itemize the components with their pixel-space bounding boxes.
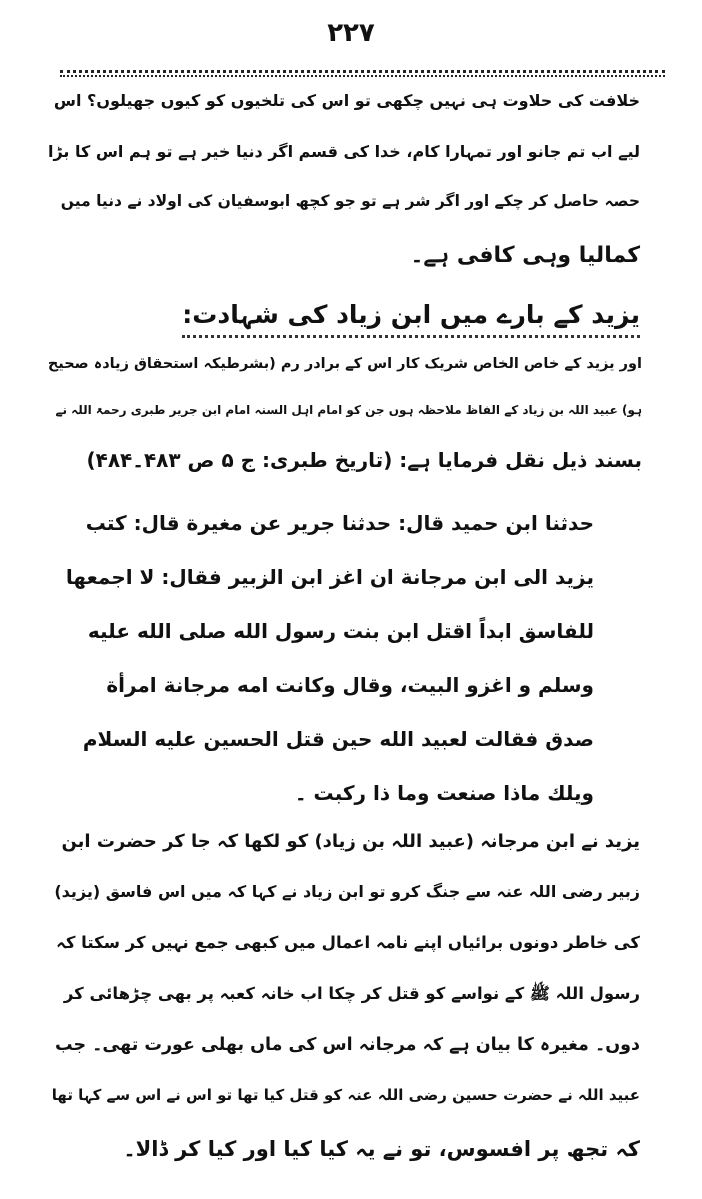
- paragraph-1-line-2: لیے اب تم جانو اور تمہارا کام، خدا کی قسم اگر دنیا خیر ہے تو ہم اس کا بڑا: [47, 142, 640, 161]
- paragraph-1-line-4: کمالیا وہی کافی ہے۔: [410, 243, 640, 268]
- paragraph-3-line-5: دوں۔ مغیرہ کا بیان ہے کہ مرجانہ اس کی ماں بھلی عورت تھی۔ جب: [54, 1035, 640, 1055]
- paragraph-3-line-4: رسول اللہ ﷺ کے نواسے کو قتل کر چکا اب خانہ کعبہ پر بھی چڑھائی کر: [63, 984, 640, 1003]
- paragraph-3-line-1: یزید نے ابن مرجانہ (عبید اللہ بن زیاد) کو لکھا کہ جا کر حضرت ابن: [61, 831, 640, 852]
- arabic-quote-line-1: حدثنا ابن حميد قال: حدثنا جرير عن مغيرة قال: كتب: [85, 511, 594, 535]
- arabic-quote-line-4: وسلم و اغزو البيت، وقال وكانت امه مرجانة امرأة: [106, 673, 594, 697]
- paragraph-1-line-3: حصہ حاصل کر چکے اور اگر شر ہے تو جو کچھ ابوسفیان کی اولاد نے دنیا میں: [60, 192, 640, 210]
- paragraph-1-line-1: خلافت کی حلاوت ہی نہیں چکھی تو اس کی تلخیوں کو کیوں جھیلوں؟ اس: [53, 91, 640, 110]
- paragraph-2-line-3: بسند ذیل نقل فرمایا ہے: (تاریخ طبری: ج ۵ ص ۴۸۳۔۴۸۴): [86, 448, 642, 472]
- paragraph-3-line-7: کہ تجھ پر افسوس، تو نے یہ کیا کیا اور کیا کر ڈالا۔: [123, 1137, 640, 1161]
- paragraph-3-line-6: عبید اللہ نے حضرت حسین رضی اللہ عنہ کو قتل کیا تھا تو اس نے اس سے کہا تھا: [51, 1086, 640, 1104]
- page-number: ۲۲۷: [327, 18, 375, 48]
- arabic-quote-line-2: يزيد الى ابن مرجانة ان اغز ابن الزبير فقال: لا اجمعها: [65, 565, 594, 589]
- arabic-quote-line-6: ويلك ماذا صنعت وما ذا ركبت ۔: [294, 781, 594, 805]
- paragraph-3-line-2: زبیر رضی اللہ عنہ سے جنگ کرو تو ابن زیاد نے کہا کہ میں اس فاسق (یزید): [54, 882, 640, 901]
- header-divider: [60, 70, 665, 73]
- paragraph-2-line-1: اور یزید کے خاص الخاص شریک کار اس کے برادر رم (بشرطیکہ استحقاق زیادہ صحیح: [47, 356, 642, 372]
- paragraph-2-line-2: ہو) عبید اللہ بن زیاد کے الفاظ ملاحظہ ہوں جن کو امام اہل السنہ امام ابن جریر طبری رحمۃ اللہ نے: [55, 403, 642, 417]
- paragraph-3-line-3: کی خاطر دونوں برائیاں اپنے نامہ اعمال میں کبھی جمع نہیں کر سکتا کہ: [56, 933, 640, 952]
- section-heading: یزید کے بارے میں ابن زیاد کی شہادت:: [182, 300, 640, 338]
- arabic-quote-line-3: للفاسق ابداً اقتل ابن بنت رسول الله صلى الله عليه: [87, 619, 594, 643]
- arabic-quote-line-5: صدق فقالت لعبيد الله حين قتل الحسين عليه السلام: [82, 727, 594, 751]
